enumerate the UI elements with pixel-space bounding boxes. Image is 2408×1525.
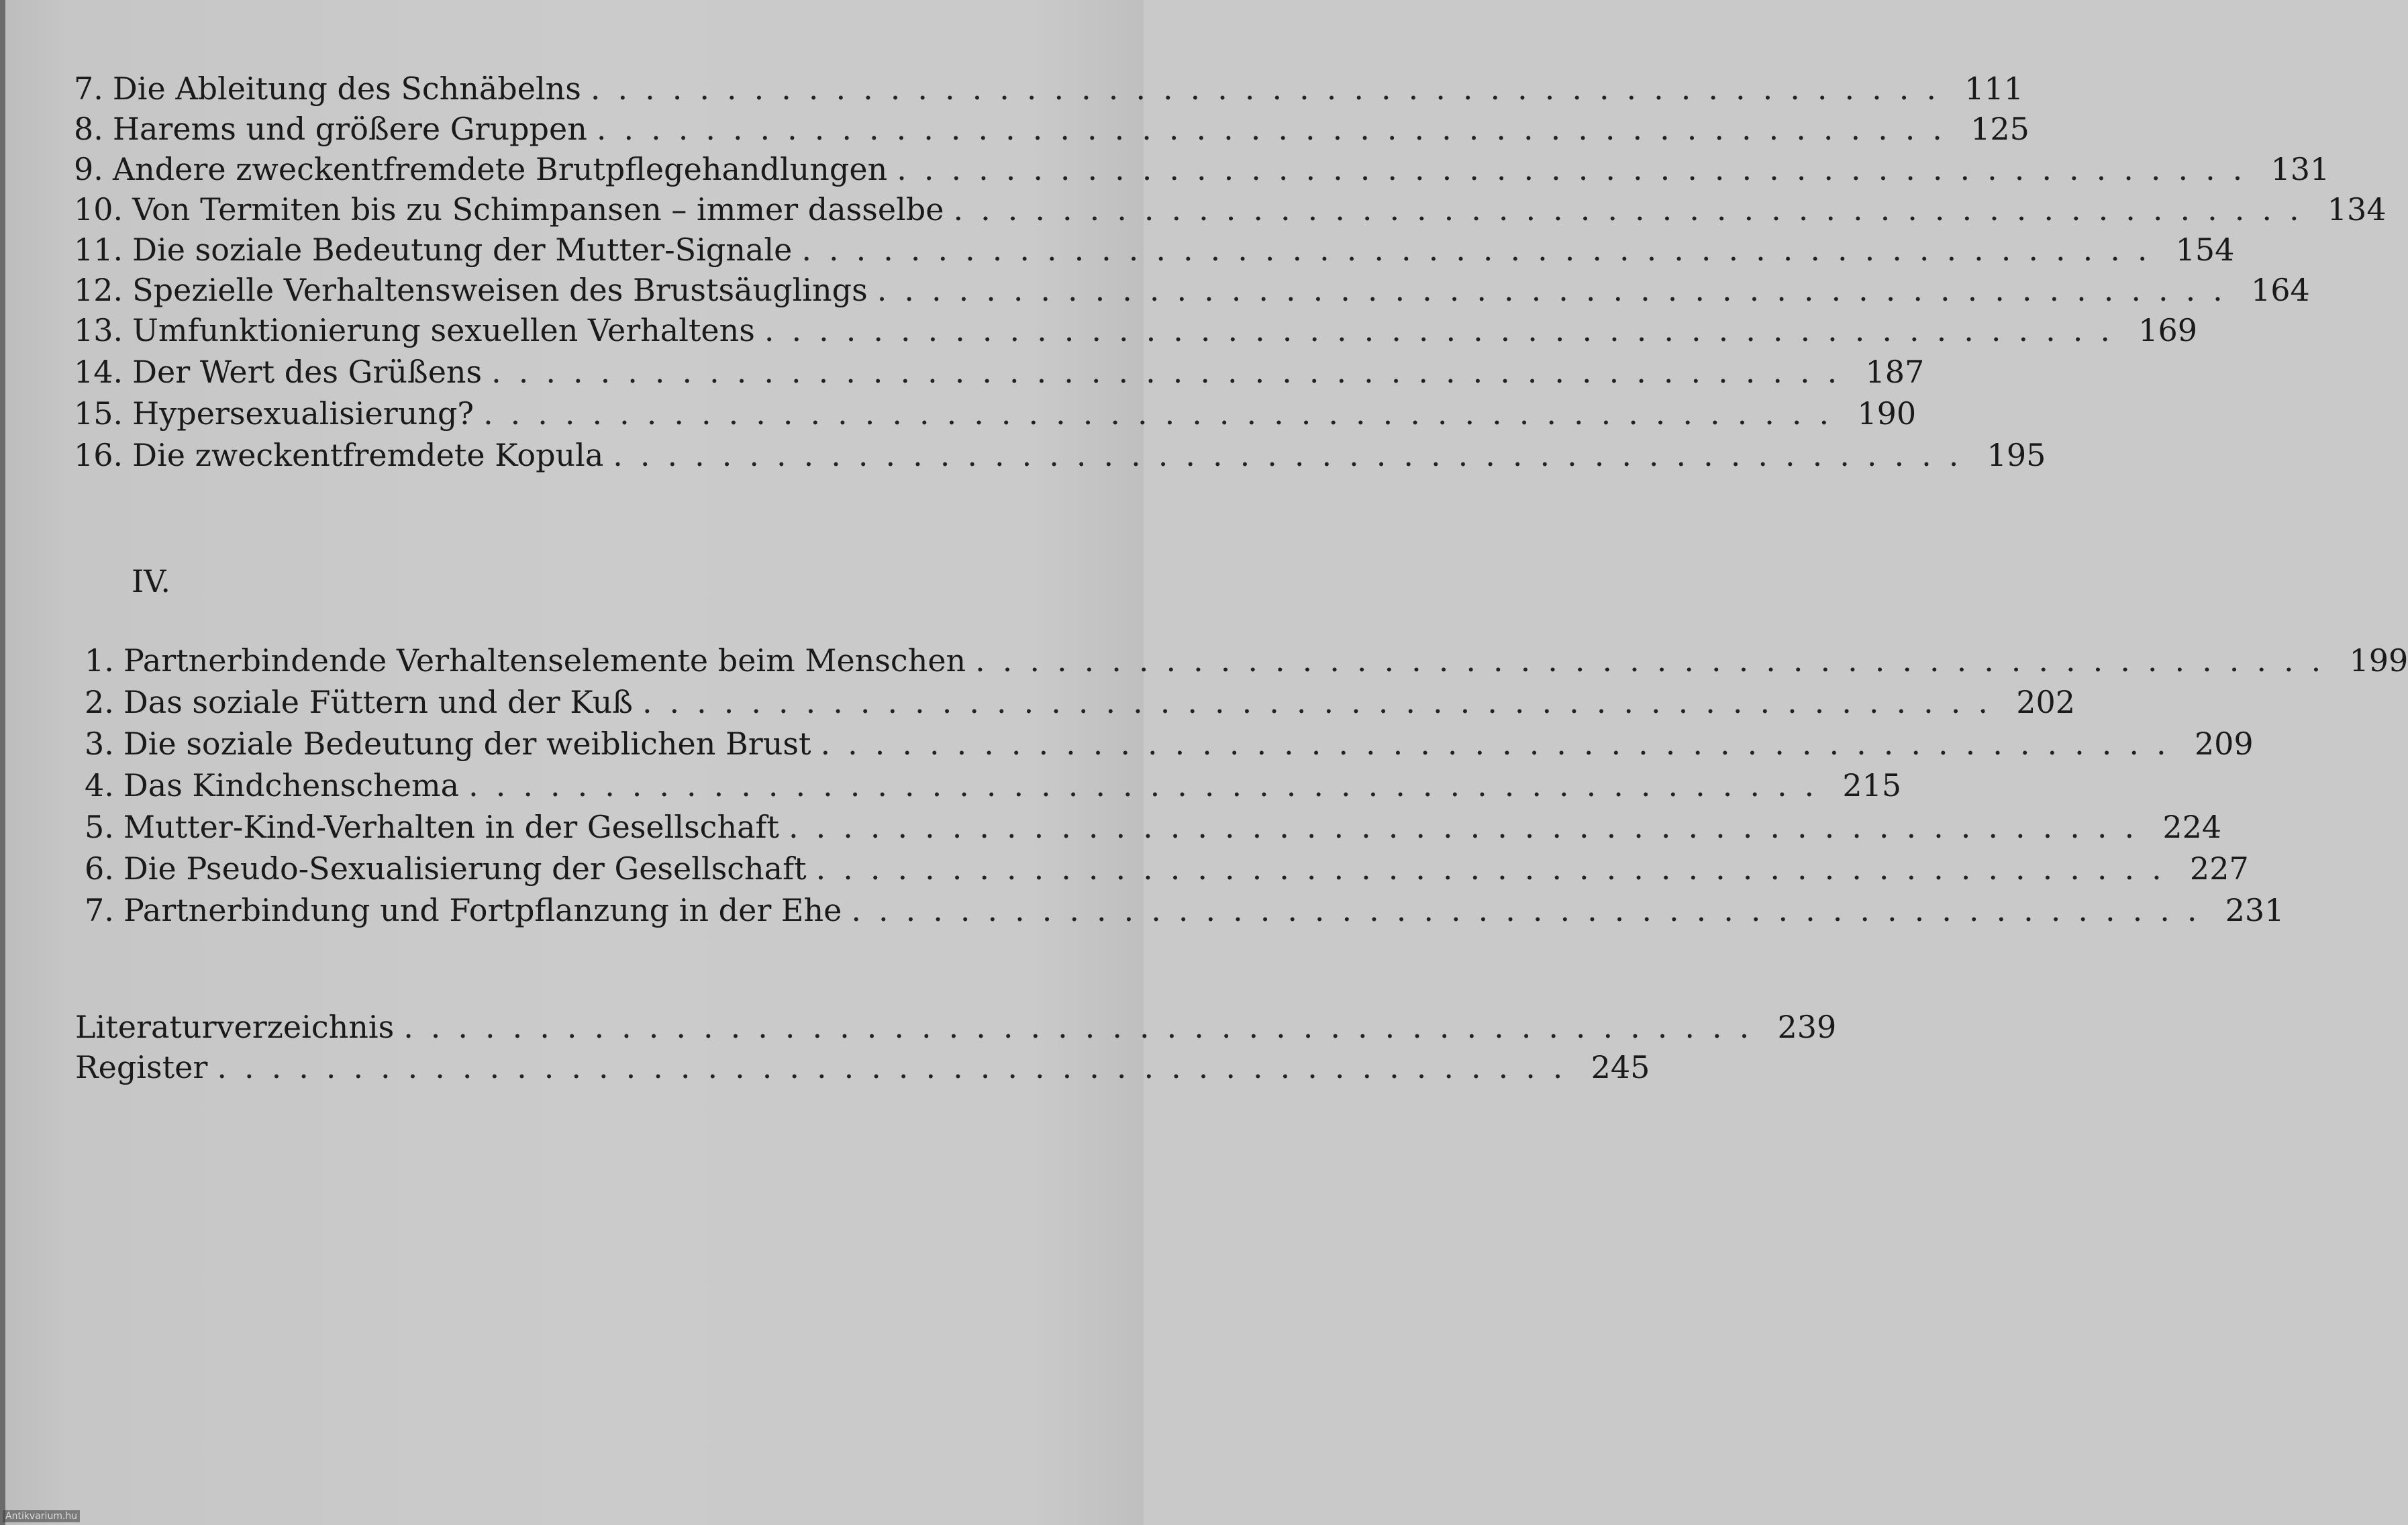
part-heading: IV. bbox=[132, 563, 170, 599]
toc-entry-title: Von Termiten bis zu Schimpansen – immer dasselbe bbox=[132, 191, 944, 228]
toc-entry bbox=[74, 150, 2330, 188]
toc-entry-title: Die soziale Bedeutung der Mutter-Signale bbox=[132, 232, 793, 268]
toc-entry-number: 6. bbox=[85, 850, 114, 887]
toc-entry-page: 224 bbox=[2162, 809, 2222, 845]
toc-entry-page: 245 bbox=[1591, 1049, 1650, 1085]
toc-entry-number: 7. bbox=[74, 70, 103, 107]
dot-leader: .................................................. bbox=[764, 312, 2127, 348]
toc-entry-number: 3. bbox=[85, 726, 114, 762]
dot-leader: .................................................. bbox=[590, 70, 1954, 107]
dot-leader: .................................................. bbox=[483, 395, 1847, 432]
toc-entry bbox=[85, 725, 2254, 762]
toc-entry bbox=[85, 808, 2222, 846]
dot-leader: .................................................. bbox=[876, 272, 2240, 308]
dot-leader: .................................................. bbox=[897, 151, 2260, 187]
toc-entry-page: 169 bbox=[2138, 312, 2197, 348]
toc-entry-number: 2. bbox=[85, 684, 114, 720]
toc-entry-page: 131 bbox=[2270, 151, 2330, 187]
toc-entry-page: 215 bbox=[1842, 767, 1902, 803]
toc-entry-title: Andere zweckentfremdete Brutpflegehandlungen bbox=[112, 151, 888, 187]
toc-entry bbox=[74, 110, 2029, 148]
toc-entry bbox=[74, 191, 2387, 228]
toc-entry bbox=[85, 891, 2285, 929]
toc-entry bbox=[85, 767, 1902, 804]
toc-entry-title: Harems und größere Gruppen bbox=[112, 111, 587, 147]
dot-leader: .................................................. bbox=[953, 191, 2317, 228]
toc-entry-page: 202 bbox=[2016, 684, 2076, 720]
toc-entry-page: 190 bbox=[1857, 395, 1917, 432]
toc-entry-number: 5. bbox=[85, 809, 114, 845]
toc-entry-number: 1. bbox=[85, 642, 114, 679]
toc-entry-title: Das Kindchenschema bbox=[123, 767, 460, 803]
dot-leader: .................................................. bbox=[820, 726, 2184, 762]
toc-entry bbox=[85, 850, 2249, 887]
toc-entry-number: 11. bbox=[74, 232, 123, 268]
toc-entry bbox=[74, 271, 2310, 309]
toc-entry-page: 187 bbox=[1865, 354, 1925, 390]
toc-entry-title: Umfunktionierung sexuellen Verhaltens bbox=[132, 312, 755, 348]
toc-entry-title: Die Pseudo-Sexualisierung der Gesellschaft bbox=[123, 850, 807, 887]
toc-entry bbox=[74, 70, 2024, 107]
dot-leader: .................................................. bbox=[851, 892, 2215, 928]
toc-entry bbox=[75, 1048, 1650, 1086]
toc-entry bbox=[74, 231, 2235, 268]
toc-entry-title: Das soziale Füttern und der Kuß bbox=[123, 684, 633, 720]
toc-entry-page: 227 bbox=[2189, 850, 2249, 887]
toc-entry-title: Die zweckentfremdete Kopula bbox=[132, 437, 604, 473]
toc-entry-page: 154 bbox=[2175, 232, 2235, 268]
toc-entry-title: Partnerbindung und Fortpflanzung in der Ehe bbox=[123, 892, 842, 928]
dot-leader: .................................................. bbox=[815, 850, 2179, 887]
toc-entry-number: 14. bbox=[74, 354, 123, 390]
toc-entry-page: 195 bbox=[1987, 437, 2046, 473]
watermark: Antikvarium.hu bbox=[3, 1510, 80, 1522]
toc-entry-page: 134 bbox=[2327, 191, 2387, 228]
toc-entry-number: 4. bbox=[85, 767, 114, 803]
toc-entry-page: 125 bbox=[1970, 111, 2029, 147]
dot-leader: .................................................. bbox=[596, 111, 1960, 147]
dot-leader: .................................................. bbox=[975, 642, 2339, 679]
toc-entry bbox=[74, 311, 2197, 349]
toc-entry-number: 8. bbox=[74, 111, 103, 147]
toc-entry-page: 209 bbox=[2194, 726, 2254, 762]
toc-entry-title: Literaturverzeichnis bbox=[75, 1009, 395, 1045]
toc-entry-title: Die soziale Bedeutung der weiblichen Brust bbox=[123, 726, 811, 762]
toc-entry-number: 12. bbox=[74, 272, 123, 308]
toc-entry-number: 16. bbox=[74, 437, 123, 473]
toc-entry-page: 111 bbox=[1964, 70, 2024, 107]
page-edge-shadow bbox=[0, 0, 5, 1525]
toc-entry-title: Hypersexualisierung? bbox=[132, 395, 474, 432]
dot-leader: .................................................. bbox=[403, 1009, 1767, 1045]
dot-leader: .................................................. bbox=[801, 232, 2165, 268]
toc-entry-page: 164 bbox=[2251, 272, 2310, 308]
toc-entry-number: 9. bbox=[74, 151, 103, 187]
toc-entry-number: 7. bbox=[85, 892, 114, 928]
toc-entry bbox=[74, 395, 1917, 432]
toc-entry bbox=[85, 642, 2408, 679]
toc-entry-page: 231 bbox=[2225, 892, 2285, 928]
dot-leader: .................................................. bbox=[642, 684, 2006, 720]
dot-leader: .................................................. bbox=[217, 1049, 1581, 1085]
toc-entry-title: Partnerbindende Verhaltenselemente beim Menschen bbox=[123, 642, 966, 679]
toc-entry-number: 15. bbox=[74, 395, 123, 432]
toc-entry-title: Mutter-Kind-Verhalten in der Gesellschaft bbox=[123, 809, 780, 845]
toc-entry bbox=[74, 353, 1925, 391]
toc-entry-page: 239 bbox=[1777, 1009, 1837, 1045]
dot-leader: .................................................. bbox=[491, 354, 1855, 390]
toc-entry bbox=[74, 436, 2046, 474]
dot-leader: .................................................. bbox=[468, 767, 1832, 803]
toc-entry-page: 199 bbox=[2349, 642, 2408, 679]
toc-entry bbox=[75, 1008, 1837, 1046]
toc-entry bbox=[85, 683, 2076, 721]
toc-entry-number: 10. bbox=[74, 191, 123, 228]
toc-entry-title: Die Ableitung des Schnäbelns bbox=[112, 70, 581, 107]
dot-leader: .................................................. bbox=[789, 809, 2152, 845]
toc-entry-title: Spezielle Verhaltensweisen des Brustsäuglings bbox=[132, 272, 868, 308]
toc-entry-title: Register bbox=[75, 1049, 208, 1085]
toc-entry-title: Der Wert des Grüßens bbox=[132, 354, 483, 390]
toc-entry-number: 13. bbox=[74, 312, 123, 348]
dot-leader: .................................................. bbox=[613, 437, 1976, 473]
